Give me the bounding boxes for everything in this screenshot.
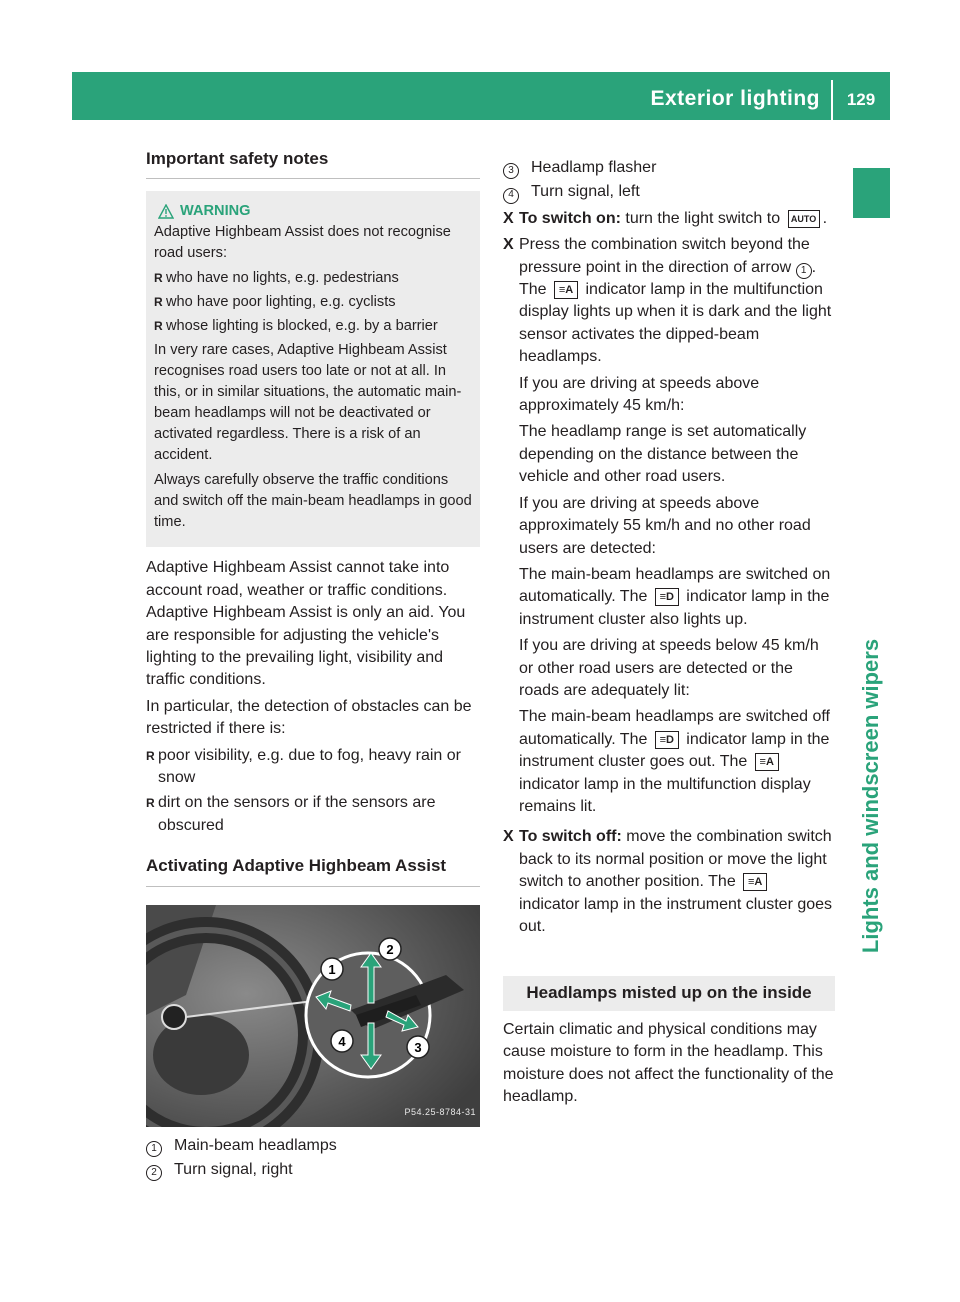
right-column: [503, 155, 835, 1112]
legend-item: [146, 1159, 480, 1181]
callout-number: 1: [796, 263, 812, 279]
warning-box: [146, 191, 480, 547]
callout-number: 4: [503, 188, 519, 204]
step-paragraph: The headlamp range is set automatically depending on the distance between the vehicle and other road users.: [519, 423, 807, 486]
highbeam-assist-icon: ≡A: [554, 281, 578, 299]
step-marker-icon: X: [503, 209, 514, 227]
main-beam-icon: ≡D: [655, 731, 679, 749]
steering-wheel-illustration: [146, 905, 480, 1127]
step-press-switch: X Press the combination switch beyond the pressure point in the direction of arrow 1 . The ≡A indicator lamp in the multifunction display lights up when it is dark and the light sensor activates the dipped-beam headlamps. If you are driving at speeds above approximately 45 km/h: The headlamp range is set automatically depending on the distance between the vehicle and other road users. If you are driving at speeds above approximately 55 km/h and no other road users are detected: The main-beam headlamps are switched on automatically. The ≡D indicator lamp in the instrument cluster also lights up. If you are driving at speeds below 45 km/h or other road users are detected or the roads are adequately lit: The main-beam headlamps are switched off automatically. The ≡D indicator lamp in the instrument cluster goes out. The ≡A indicator lamp in the multifunction display remains lit.: [503, 234, 835, 822]
warning-intro: Adaptive Highbeam Assist does not recognise road users:: [154, 224, 451, 262]
side-tab-marker: [853, 168, 890, 218]
steering-column-figure: [146, 905, 480, 1127]
side-tab: [853, 168, 890, 1250]
warning-title: WARNING: [180, 203, 251, 220]
step-text: turn the light switch to: [625, 209, 781, 227]
figure-code: P54.25-8784-31: [404, 1107, 476, 1118]
step-paragraph: If you are driving at speeds above approximately 45 km/h:: [519, 374, 760, 415]
callout-number: 2: [146, 1165, 162, 1181]
auto-light-icon: AUTO: [788, 210, 820, 228]
legend-item: [503, 181, 835, 203]
step-paragraph: If you are driving at speeds above approximately 55 km/h and no other road users are detected:: [519, 494, 811, 557]
warning-paragraph: In very rare cases, Adaptive Highbeam Assist recognises road users too late or not at all. In this, or in similar situations, the automatic main-beam headlamps will not be deactivated or activated regardless. There is a risk of an accident.: [154, 342, 462, 464]
heading-safety-notes: Important safety notes: [146, 148, 480, 179]
highbeam-assist-icon: ≡A: [743, 873, 767, 891]
svg-text:3: 3: [414, 1039, 422, 1055]
body-paragraph: Certain climatic and physical conditions may cause moisture to form in the headlamp. This moisture does not affect the functionality of the headlamp.: [503, 1020, 834, 1106]
legend-text: Turn signal, right: [174, 1161, 293, 1179]
chapter-title: Exterior lighting: [650, 87, 820, 110]
heading-activating: Activating Adaptive Highbeam Assist: [146, 855, 480, 886]
heading-headlamps-misted: Headlamps misted up on the inside: [503, 976, 835, 1010]
page-header: [72, 72, 890, 120]
highbeam-assist-icon: ≡A: [755, 753, 779, 771]
warning-triangle-icon: [158, 204, 174, 219]
warning-bullet: R whose lighting is blocked, e.g. by a barrier: [154, 318, 438, 335]
body-paragraph: In particular, the detection of obstacles can be restricted if there is:: [146, 697, 472, 738]
step-label: To switch on:: [519, 209, 621, 227]
legend-item: [503, 157, 835, 179]
legend-item: [146, 1135, 480, 1157]
callout-number: 1: [146, 1141, 162, 1157]
side-tab-label: Lights and windscreen wipers: [858, 638, 883, 954]
step-marker-icon: X: [503, 828, 514, 846]
legend-text: Headlamp flasher: [531, 159, 657, 176]
list-item: R poor visibility, e.g. due to fog, heavy rain or snow: [146, 746, 461, 787]
legend-text: Main-beam headlamps: [174, 1136, 337, 1154]
body-paragraph: Adaptive Highbeam Assist cannot take into account road, weather or traffic conditions. Adaptive Highbeam Assist is only an aid. You are responsible for adjusting the vehicle's lighting to the prevailing light, visibility and traffic conditions.: [146, 559, 466, 689]
step-marker-icon: X: [503, 236, 514, 254]
header-divider: [831, 80, 833, 120]
step-label: To switch off:: [519, 828, 622, 846]
callout-number: 3: [503, 163, 519, 179]
left-column: [146, 148, 480, 1182]
step-switch-on: X To switch on: turn the light switch to AUTO .: [503, 208, 835, 230]
svg-text:4: 4: [338, 1033, 346, 1049]
legend-text: Turn signal, left: [531, 183, 640, 201]
warning-bullet: R who have poor lighting, e.g. cyclists: [154, 294, 396, 311]
list-item: R dirt on the sensors or if the sensors are obscured: [146, 794, 436, 834]
warning-header: [158, 201, 472, 222]
svg-text:1: 1: [328, 961, 336, 977]
svg-text:2: 2: [386, 941, 394, 957]
warning-bullet: R who have no lights, e.g. pedestrians: [154, 270, 399, 287]
step-switch-off: X To switch off: move the combination switch back to its normal position or move the light switch to another position. The ≡A indicator lamp in the instrument cluster goes out.: [503, 826, 835, 938]
main-beam-icon: ≡D: [655, 588, 679, 606]
page-number: 129: [846, 90, 876, 109]
step-paragraph: If you are driving at speeds below 45 km/h or other road users are detected or the roads are adequately lit:: [519, 637, 819, 699]
warning-paragraph: Always carefully observe the traffic conditions and switch off the main-beam headlamps in good time.: [154, 472, 472, 531]
